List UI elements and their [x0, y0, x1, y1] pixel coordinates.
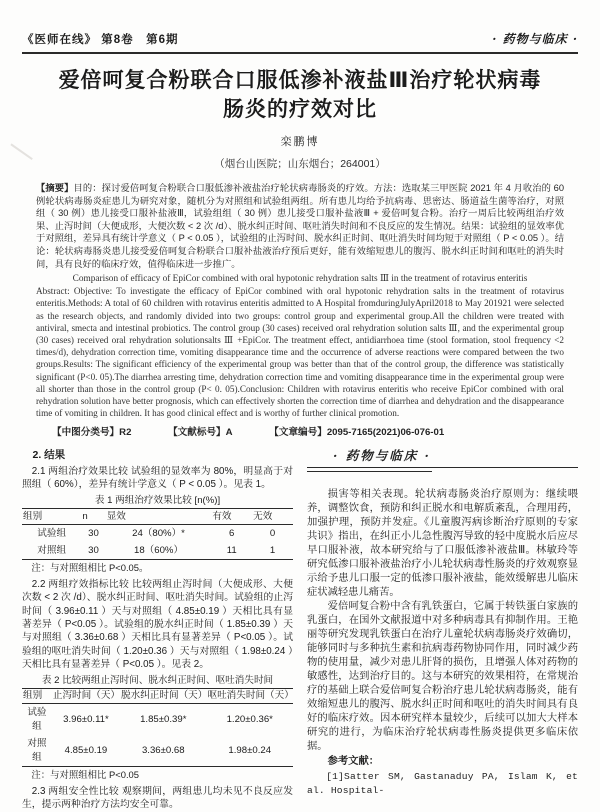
- table1-cell: 1: [269, 544, 276, 556]
- header-rule: [22, 52, 578, 54]
- abstract-chinese: [36, 182, 564, 270]
- table1-row: [22, 542, 293, 560]
- table2-header-cell: 呕吐消失时间（天）: [206, 688, 293, 704]
- reference-item-1: [1]Satter SM, Gastanaduy PA, Islam K, et al. Hospital-: [307, 771, 578, 797]
- page-header: [22, 30, 578, 47]
- two-column-body: [22, 447, 578, 812]
- table1: [22, 508, 293, 560]
- table2-header-cell: 止泻时间（天）: [52, 688, 120, 704]
- left-column: [22, 447, 293, 812]
- results-paragraph-2-3: 2.3 两组安全性比较 观察期间，两组患儿均未见不良反应发生，提示两种治疗方法均安全可靠。: [22, 785, 293, 810]
- table1-cell: 0: [269, 527, 276, 539]
- table2-cell: 1.98±0.24: [228, 745, 272, 756]
- abstract-english: Abstract: Objective: To investigate the efficacy of EpiCor combined with oral hypotonic rehydration salts in the treatment of rotavirus enteritis.Methods: A total of 60 children with rotavirus enteritis admitted to A Hospital fromduringJulyApril2018 to May 201921 were selected as the research objects, and randomly divided into two groups: control group and experimental group.All the children were treated with antiviral, smecta and intestinal probiotics. The control group (30 cases) received oral rehydration solution salts Ⅲ, and the experimental group (30 cases) received oral rehydration solutionsalts Ⅲ +EpiCor. The treatment effect, antidiarrhoea time (stool formation, stool frequency <2 times/d), dehydration correction time, vomiting disappearance time and the occurrence of adverse reactions were compared between the two groups.Results: The significant efficiency of the experimental group was better than that of the control group, the difference was statistically significant (P<0. 05).The diarrhea arresting time, dehydration correction time and vomiting disappearance time in the experimental group were all shorter than those in the control group (P< 0. 05).Conclusion: Children with rotavirus enteritis who receive EpiCor combined with oral rehydration solution have better prognosis, which can effectively shorten the correction time of diarrhea and dehydration and the disappearance time of vomiting in children. It has good clinical effect and is worthy of further clinical promotion.: [36, 286, 564, 419]
- article-title: 爱倍呵复合粉联合口服低渗补液盐Ⅲ治疗轮状病毒肠炎的疗效对比: [58, 69, 542, 121]
- table1-header-cell: 无效: [252, 509, 293, 525]
- references-heading: 参考文献：: [327, 756, 380, 768]
- results-paragraph-2-1: 2.1 两组治疗效果比较 试验组的显效率为 80%，明显高于对照组（ 60%），差异有统计学意义（ P < 0.05 ）。见表 1。: [22, 465, 293, 491]
- discussion-paragraph-1: 损害等相关表现。轮状病毒肠炎治疗原则为：继续喂养，调整饮食，预防和纠正脱水和电解质紊乱，合理用药，加强护理，预防并发症。《儿童腹泻病诊断治疗原则的专家共识》指出，在纠正小儿急性腹泻导致的轻中度脱水后应尽早口服补液，故本研究给与了口服低渗补液盐Ⅲ。林敏玲等研究低渗口服补液盐治疗小儿轮状病毒性肠炎的疗效观察显示给予患儿口服一定的低渗口服补液盐，能效缓解患儿临床症状减轻患儿痛苦。: [307, 489, 578, 599]
- table2-cell: 对照组: [27, 738, 47, 763]
- table1-cell: 6: [229, 527, 235, 539]
- right-column-rule-bottom: [307, 471, 432, 472]
- table1-row: [22, 524, 293, 542]
- table1-header-cell: n: [81, 509, 105, 525]
- document-code: 【文献标号】A: [168, 427, 233, 439]
- right-column: [307, 447, 578, 812]
- journal-issue-label: 《医师在线》 第8卷 第6期: [22, 34, 179, 46]
- table2-cell: 3.36±0.68: [141, 745, 185, 756]
- column-section-tag: · 药物与临床 ·: [492, 32, 578, 46]
- table2-cell: 1.20±0.36*: [226, 714, 273, 726]
- table2: [22, 688, 293, 767]
- discussion-paragraph-2: 爱倍呵复合粉中含有乳铁蛋白，它属于转铁蛋白家族的乳蛋白，在国外文献报道中对多种病毒具有抑制作用。王艳丽等研究发现乳铁蛋白在治疗儿童轮状病毒肠炎疗效确切，能够同时与多种抗生素和抗病毒药物协同作用，同时减少药物的使用量，减少对患儿肝肾的损伤，且增强人体对药物的敏感性，达到治疗目的。这与本研究的效果相符，在常规治疗的基础上联合爱倍呵复合粉治疗患儿轮状病毒肠炎，能有效缩短患儿的腹泻、脱水纠正时间和呕吐的消失时间具有良好的临床疗效。因本研究样本量较少，后续可以加大大样本研究的进行，为临床治疗轮状病毒性肠炎提供更多临床依据。: [307, 601, 578, 753]
- table2-cell: 3.96±0.11*: [63, 714, 109, 726]
- table2-row: [22, 735, 293, 766]
- table1-note: 注：与对照组相比 P<0.05。: [31, 562, 149, 574]
- table1-cell: 对照组: [37, 544, 67, 556]
- table1-cell: 30: [88, 544, 99, 556]
- table2-header-cell: 组别: [22, 688, 52, 704]
- table1-header-cell: 有效: [211, 509, 252, 525]
- table1-caption: 表 1 两组治疗效果比较 [n(%)]: [94, 494, 221, 506]
- table2-cell: 试验组: [27, 707, 47, 732]
- table2-cell: 1.85±0.39*: [140, 714, 187, 726]
- table1-header-row: [22, 509, 293, 525]
- table1-header-cell: 组别: [22, 509, 81, 525]
- article-meta-line: [52, 424, 578, 438]
- clc-number: 【中图分类号】R2: [52, 427, 132, 439]
- table1-header-cell: 显效: [106, 509, 212, 525]
- table1-cell: 11: [226, 544, 237, 556]
- column-section-tag-right: · 药物与临床 ·: [333, 448, 431, 464]
- abstract-chinese-text: 目的：探讨爱倍呵复合粉联合口服低渗补液盐治疗轮状病毒肠炎的疗效。方法：选取某三甲医院 2021 年 4 月收治的 60 例轮状病毒肠炎症患儿为研究对象，随机分为对照组和试验组两组。所有患儿均给予抗病毒、思密达、肠道益生菌等治疗，对照组（ 30 例）患儿接受口服补盐液Ⅲ，试验组组（ 30 例）患儿接受口服补盐液Ⅲ + 爱倍呵复合粉。治疗一周后比较两组治疗效果、止泻时间（大便成形，大便次数 < 2 次 /d）、脱水纠正时间、呕吐消失时间和不良反应的发生情况。结果：试验组的显效率优于对照组，差异具有统计学意义（ P < 0.05 ），试验组的止泻时间、脱水纠正时间、呕吐消失时间均短于对照组（ P < 0.05 ）。结论：轮状病毒肠炎患儿接受爱倍呵复合粉联合口服补盐液治疗预后更好，能有效缩短患儿的腹泻、脱水纠正时间和呕吐的消失时间，具有良好的临床疗效，值得临床进一步推广。: [36, 183, 564, 269]
- table2-caption: 表 2 比较两组止泻时间、脱水纠正时间、呕吐消失时间: [41, 674, 274, 686]
- table1-cell: 18（60%）: [133, 544, 184, 556]
- table2-cell: 4.85±0.19: [64, 745, 108, 756]
- right-column-header: [307, 449, 578, 472]
- table1-cell: 30: [88, 527, 99, 539]
- table2-row: [22, 704, 293, 735]
- table2-header-row: [22, 688, 293, 704]
- table1-cell: 24（80%）*: [132, 527, 185, 539]
- author-affiliation: （烟台山医院；山东烟台；264001）: [214, 158, 386, 170]
- article-number: 【文章编号】2095-7165(2021)06-076-01: [269, 427, 445, 439]
- discussion-text: [307, 488, 578, 798]
- abstract-tag: 【摘要】: [36, 183, 74, 193]
- table1-cell: 试验组: [37, 527, 67, 539]
- table2-header-cell: 脱水纠正时间（天）: [120, 688, 206, 704]
- author-name: 栾鹏博: [280, 136, 320, 148]
- results-paragraph-2-2: 2.2 两组疗效指标比较 比较两组止泻时间（大便成形、大便次数 < 2 次 /d）、脱水纠正时间、呕吐消失时间。试验组的止泻时间（ 3.96±0.11 ）天与对照组（ 4.85±0.19 ）天相比具有显著差异（ P<0.05 ）。试验组的脱水纠正时间（ 1.85±0.39 ）天与对照组（ 3.36±0.68 ）天相比具有显著差异（ P<0.05 ）。试验组的呕吐消失时间（ 1.20±0.36 ）天与对照组（ 1.98±0.24 ）天相比具有显著差异（ P<0.05 ）。见表 2。: [22, 578, 293, 671]
- abstract-english-title: Comparison of efficacy of EpiCor combined with oral hypotonic rehydration salts Ⅲ in the treatment of rotavirus enteritis: [72, 274, 528, 285]
- table2-note: 注：与对照组相比 P<0.05: [31, 769, 139, 781]
- right-column-rule-top: [307, 467, 578, 468]
- results-heading: 2. 结果: [32, 449, 66, 462]
